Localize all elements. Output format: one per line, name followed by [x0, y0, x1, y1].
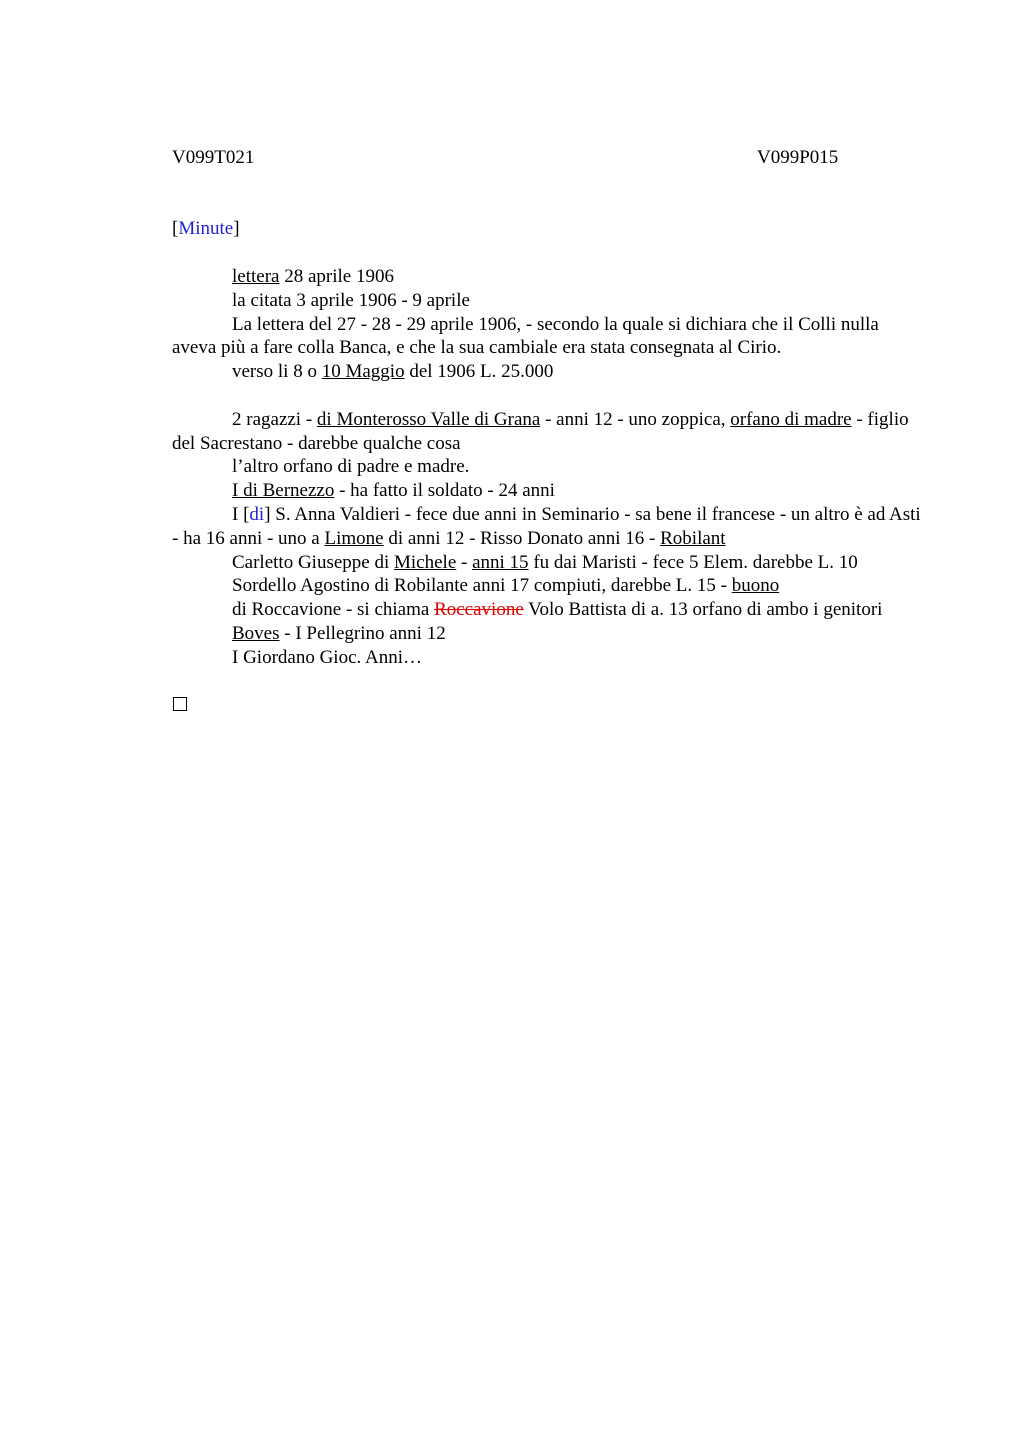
text: 2 ragazzi -	[232, 408, 317, 430]
bracket-close: ]	[233, 218, 240, 239]
line-13: I Giordano Gioc. Anni…	[232, 646, 422, 668]
underlined-text: anni 15	[472, 551, 529, 573]
line-2: la citata 3 aprile 1906 - 9 aprile	[232, 289, 470, 311]
text: - I Pellegrino anni 12	[279, 622, 446, 644]
text: -	[456, 551, 473, 573]
line-8	[172, 503, 924, 551]
document-body	[172, 265, 924, 670]
underlined-text: lettera	[232, 266, 280, 287]
document-code-left: V099T021	[172, 147, 255, 168]
line-4	[172, 360, 924, 384]
text: di Roccavione - si chiama	[232, 599, 435, 621]
text: Carletto Giuseppe di	[232, 551, 394, 573]
text: del 1906 L. 25.000	[404, 361, 554, 383]
underlined-text: Limone	[324, 527, 384, 549]
underlined-text: I di Bernezzo	[232, 480, 335, 502]
spacer	[172, 384, 924, 408]
line-7	[172, 479, 924, 503]
underlined-text: 10 Maggio	[321, 361, 405, 383]
underlined-text: Boves	[232, 622, 280, 644]
text: 28 aprile 1906	[279, 266, 394, 287]
line-11	[172, 598, 924, 622]
underlined-text: Michele	[394, 551, 457, 573]
editorial-insertion: di	[249, 503, 265, 525]
line-10	[172, 574, 924, 598]
line-9	[172, 551, 924, 575]
text: di anni 12 - Risso Donato anni 16 -	[383, 527, 661, 549]
text: fu dai Maristi - fece 5 Elem. darebbe L. 10	[528, 551, 858, 573]
section-label-text: Minute	[178, 218, 234, 239]
line-5	[172, 408, 924, 456]
text: verso li 8 o	[232, 361, 322, 383]
text: - figlio del Sacrestano - darebbe qualche cosa	[172, 408, 909, 454]
section-label	[172, 217, 240, 241]
underlined-text: orfano di madre	[730, 408, 852, 430]
line-6: l’altro orfano di padre e madre.	[232, 456, 470, 478]
underlined-text: di Monterosso Valle di Grana	[316, 408, 541, 430]
empty-checkbox-icon	[173, 697, 187, 711]
text: - anni 12 - uno zoppica,	[540, 408, 731, 430]
bracket-open: [	[172, 218, 179, 239]
underlined-text: buono	[731, 575, 780, 597]
line-3: La lettera del 27 - 28 - 29 aprile 1906, - secondo la quale si dichiara che il Colli nulla aveva più a fare colla Banca, e che la sua cambiale era stata consegnata al Cirio.	[172, 313, 879, 359]
line-1	[172, 265, 924, 289]
text: - ha fatto il soldato - 24 anni	[334, 480, 555, 502]
deleted-text: Roccavione	[434, 599, 524, 621]
text: Sordello Agostino di Robilante anni 17 compiuti, darebbe L. 15 -	[232, 575, 732, 597]
text: ] S. Anna Valdieri - fece due anni in Seminario - sa bene il francese - un altro è ad Asti - ha 16 anni - uno a	[172, 503, 921, 549]
underlined-text: Robilant	[660, 527, 726, 549]
line-12	[172, 622, 924, 646]
document-code-right: V099P015	[757, 147, 839, 168]
text: Volo Battista di a. 13 orfano di ambo i genitori	[523, 599, 883, 621]
text: I [	[232, 503, 250, 525]
